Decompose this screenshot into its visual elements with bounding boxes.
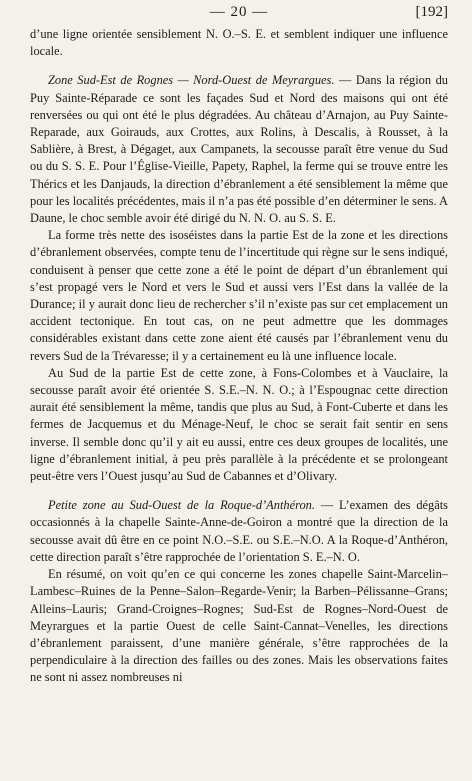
paragraph-resume: En résumé, on voit qu’en ce qui concerne les zones chapelle Saint-Marcelin–Lambesc–Ruines de la Penne–Salon–Regarde-Venir; la Barben–Pélissanne–Grans; Alleins–Lauris; Grand-Croignes–Rognes; Sud-Est de Rognes–Nord-Ouest de Meyrargues et la partie Ouest de celle Saint-Cannat–Venelles, les directions d’ébranlement paraissent, d’une manière générale, s’être rapprochées de la perpendiculaire à la direction des failles ou des zones. Mais les observations faites ne sont ni assez nombreuses ni bbox=[30, 567, 448, 685]
paragraph-sud-zone: Au Sud de la partie Est de cette zone, à Fons-Colombes et à Vauclaire, la secousse paraît avoir été orientée S. S.E.–N. N. O.; à l’Espougnac cette direction aurait été sensiblement la même, tandis que plus au Sud, à Font-Cuberte et dans les fermes de Jacquemus et du Ménage-Neuf, le choc se serait fait sentir en sens inverse. Il semble donc qu’il y ait eu aussi, entre ces deux groupes de localités, une ligne d’ébranlement initial, à peu près parallèle à la précédente et se prolongeant peut-être vers l’Ouest jusqu’au Sud de Cabannes et d’Olivary. bbox=[30, 365, 448, 484]
section-gap bbox=[30, 485, 448, 497]
section-body-zone-se-rognes: — Dans la région du Puy Sainte-Réparade ce sont les façades Sud et Nord des maisons qui ont été renversées ou qui ont été le plus dégradées. Au château d’Arnajon, au Puy Sainte-Reparade, aux Goirauds, aux Crottes, aux Rolins, à Descalis, à Rousset, à la Sablière, à Brest, à Dégaget, aux Campanets, la secousse paraît être venue du Sud ou du S. S. E. Pour l’Église-Vieille, Papety, Raphel, la ferme qui se trouve entre les Thérics et les Danjauds, la direction d’ébranlement a été sensiblement la même que pour les localités précédentes, mais il n’a pas été possible d’en déterminer le sens. A Daune, le choc semble avoir été dirigé du N. N. O. au S. S. E. bbox=[30, 73, 448, 226]
section-body-roque-antheron: — L’examen des dégâts occasionnés à la chapelle Sainte-Anne-de-Goiron a montré que la direction de la secousse avait dû être en ce point N.O.–S.E. ou S.E.–N.O. A la Roque-d’Anthéron, cette direction paraît s’être rapprochée de l’orientation S. E.–N. O. bbox=[30, 498, 448, 564]
paragraph-continuation: d’une ligne orientée sensiblement N. O.–S. E. et semblent indiquer une influence locale. bbox=[30, 27, 448, 59]
page-header bbox=[30, 0, 448, 26]
folio-number: [192] bbox=[415, 4, 448, 20]
section-gap bbox=[30, 60, 448, 72]
paragraph-roque-antheron bbox=[30, 497, 448, 566]
page-number: — 20 — bbox=[209, 4, 269, 20]
section-title-zone-se-rognes: Zone Sud-Est de Rognes — Nord-Ouest de Meyrargues. bbox=[48, 73, 335, 88]
section-title-roque-antheron: Petite zone au Sud-Ouest de la Roque-d’Anthéron. bbox=[48, 498, 315, 513]
paragraph-isoseistes: La forme très nette des isoséistes dans la partie Est de la zone et les directions d’ébranlement observées, compte tenu de l’incertitude qui règne sur le sens indiqué, conduisent à penser que cette zone a été le point de départ d’un ébranlement qui s’est propagé vers le Nord et vers le Sud et aussi vers l’Est dans la vallée de la Durance; il y aurait donc lieu de rechercher s’il n’existe pas sur cet emplacement un accident tectonique. En tout cas, on ne peut admettre que les dommages considérables existant dans cette zone aient été causés par l’ébranlement venu du revers Sud de la Trévaresse; il y a certainement eu là une influence locale. bbox=[30, 228, 448, 363]
paragraph-zone-se-rognes bbox=[30, 72, 448, 227]
